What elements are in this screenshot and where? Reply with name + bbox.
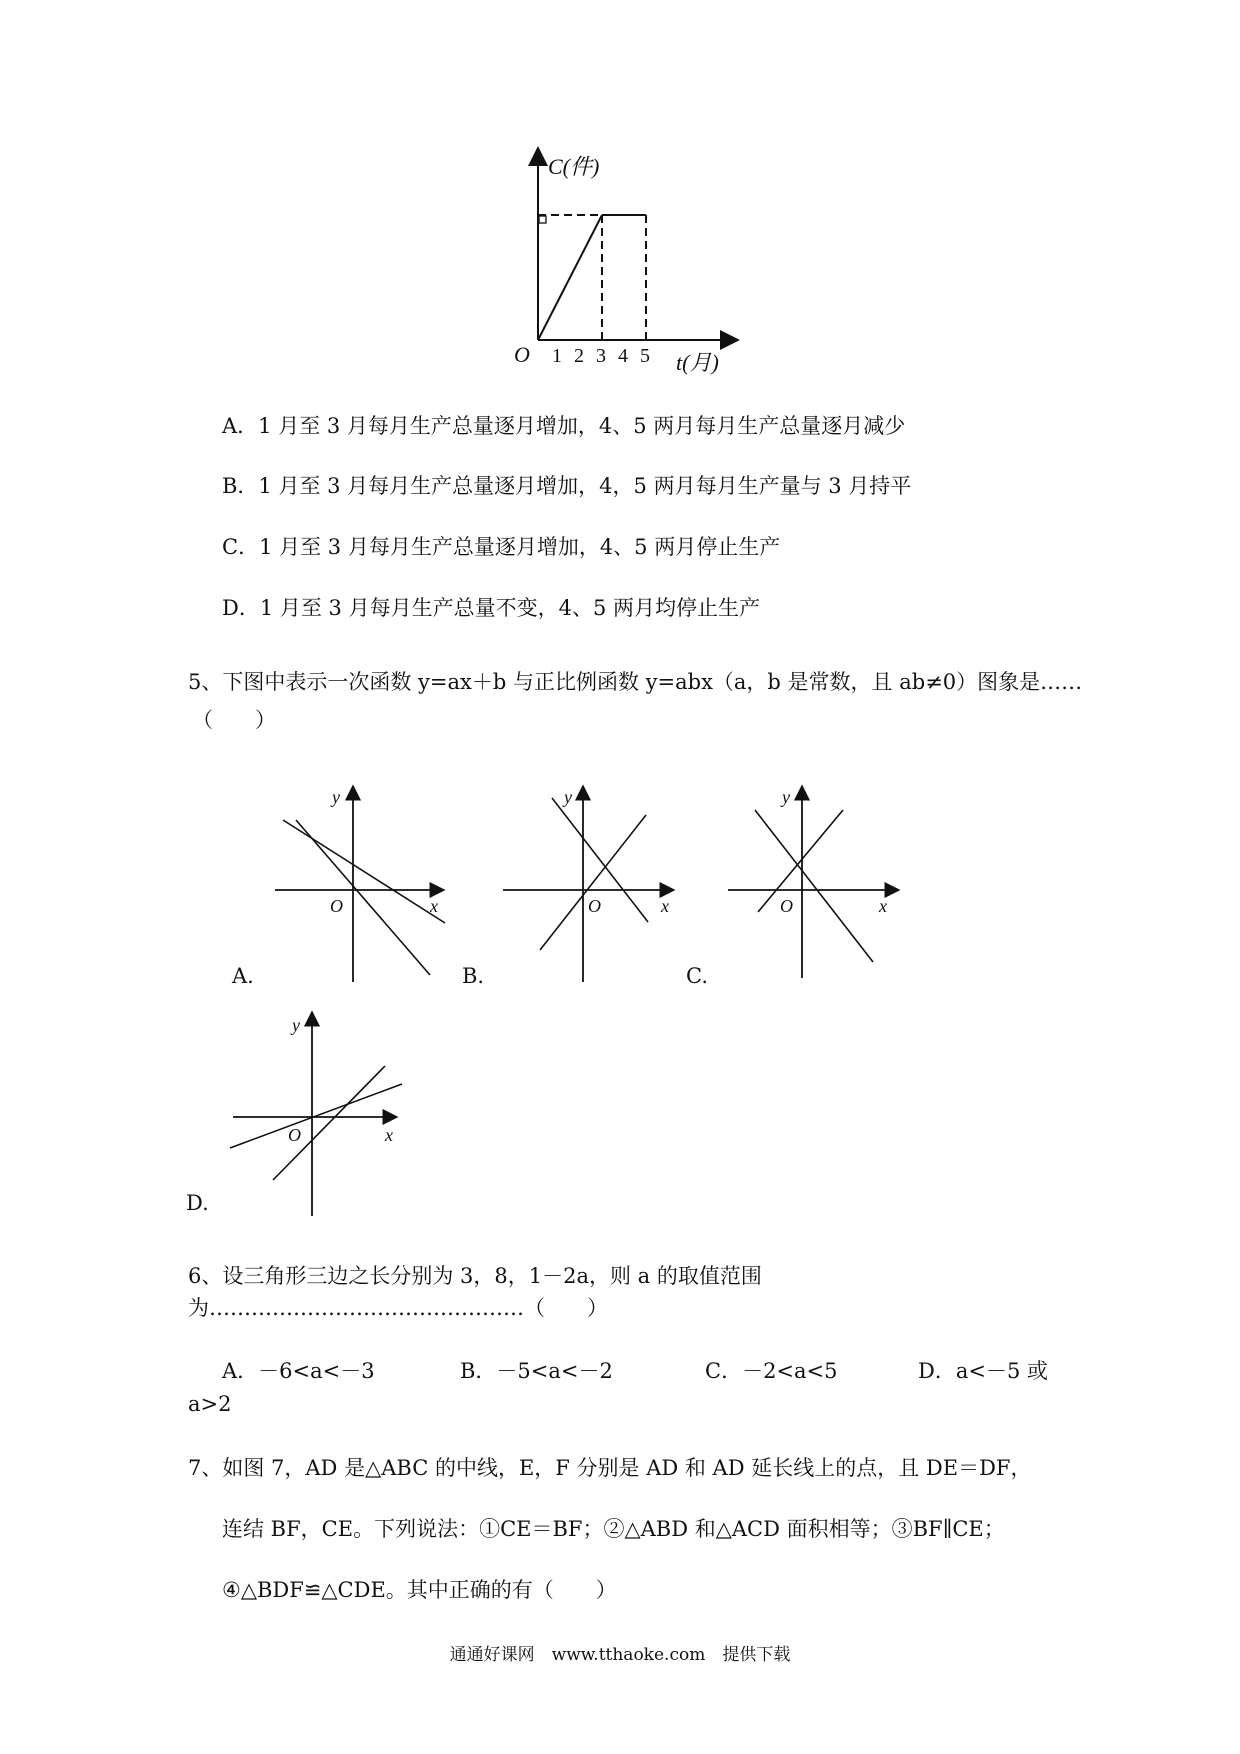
q5-paren: （ ）: [192, 708, 276, 732]
q6-option-c: C．－2<a<5: [705, 1359, 838, 1383]
q5-graph-d: [225, 1008, 410, 1218]
q5-graph-c: [725, 780, 905, 985]
rising-segment: [538, 215, 602, 340]
graph-d-origin: O: [288, 1125, 301, 1145]
production-graph: [480, 140, 740, 380]
graph-d-y-label: y: [292, 1015, 300, 1035]
q7-line3: ④△BDF≌△CDE。其中正确的有（ ）: [222, 1578, 617, 1602]
small-square: [539, 216, 546, 223]
page-footer: 通通好课网 www.tthaoke.com 提供下载: [449, 1645, 791, 1665]
q6-option-d-continued: a>2: [188, 1392, 232, 1416]
x-tick-3: 3: [596, 345, 606, 367]
x-tick-2: 2: [574, 345, 584, 367]
origin-label: O: [514, 342, 530, 367]
x-tick-labels: [552, 345, 650, 367]
graph-a-x-label: x: [430, 896, 438, 916]
q5-option-a-label: A.: [232, 964, 254, 988]
y-axis-label: C(件): [548, 154, 600, 179]
x-tick-4: 4: [618, 345, 628, 367]
q4-option-c: C．1 月至 3 月每月生产总量逐月增加，4、5 两月停止生产: [222, 535, 781, 559]
x-tick-5: 5: [640, 345, 650, 367]
q7-line1: 7、如图 7，AD 是△ABC 的中线，E，F 分别是 AD 和 AD 延长线上的点，且 DE＝DF，: [188, 1456, 1032, 1480]
q6-option-a: A．－6<a<－3: [222, 1359, 375, 1383]
graph-a-y-label: y: [332, 787, 340, 807]
graph-c-y-label: y: [782, 787, 790, 807]
q5-graph-a: [270, 780, 450, 985]
graph-b-x-label: x: [661, 896, 669, 916]
q4-option-b: B．1 月至 3 月每月生产总量逐月增加，4，5 两月每月生产量与 3 月持平: [222, 474, 912, 498]
q4-option-a: A．1 月至 3 月每月生产总量逐月增加，4、5 两月每月生产总量逐月减少: [222, 414, 906, 438]
q5-option-b-label: B.: [462, 964, 485, 988]
graph-a-origin: O: [330, 896, 343, 916]
graph-c-origin: O: [780, 896, 793, 916]
q5-stem: 5、下图中表示一次函数 y=ax＋b 与正比例函数 y=abx（a，b 是常数，且 ab≠0）图象是……: [188, 670, 1083, 694]
graph-c-x-label: x: [879, 896, 887, 916]
graph-b-origin: O: [588, 896, 601, 916]
q5-option-d-label: D.: [186, 1191, 209, 1215]
q7-line2: 连结 BF，CE。下列说法：①CE＝BF；②△ABD 和△ACD 面积相等；③BF∥CE；: [222, 1517, 1005, 1541]
x-tick-1: 1: [552, 345, 562, 367]
graph-b-y-label: y: [564, 787, 572, 807]
graph-d-x-label: x: [385, 1125, 393, 1145]
q6-line1: 6、设三角形三边之长分别为 3，8，1－2a，则 a 的取值范围: [188, 1264, 762, 1288]
q6-line2: 为………………………………………（ ）: [188, 1296, 608, 1320]
x-axis-label: t(月): [676, 350, 719, 375]
q4-option-d: D．1 月至 3 月每月生产总量不变，4、5 两月均停止生产: [222, 596, 760, 620]
q5-graph-b: [500, 780, 680, 985]
q6-option-b: B．－5<a<－2: [460, 1359, 613, 1383]
q6-option-d: D．a<－5 或: [918, 1359, 1048, 1383]
q5-option-c-label: C.: [686, 964, 708, 988]
